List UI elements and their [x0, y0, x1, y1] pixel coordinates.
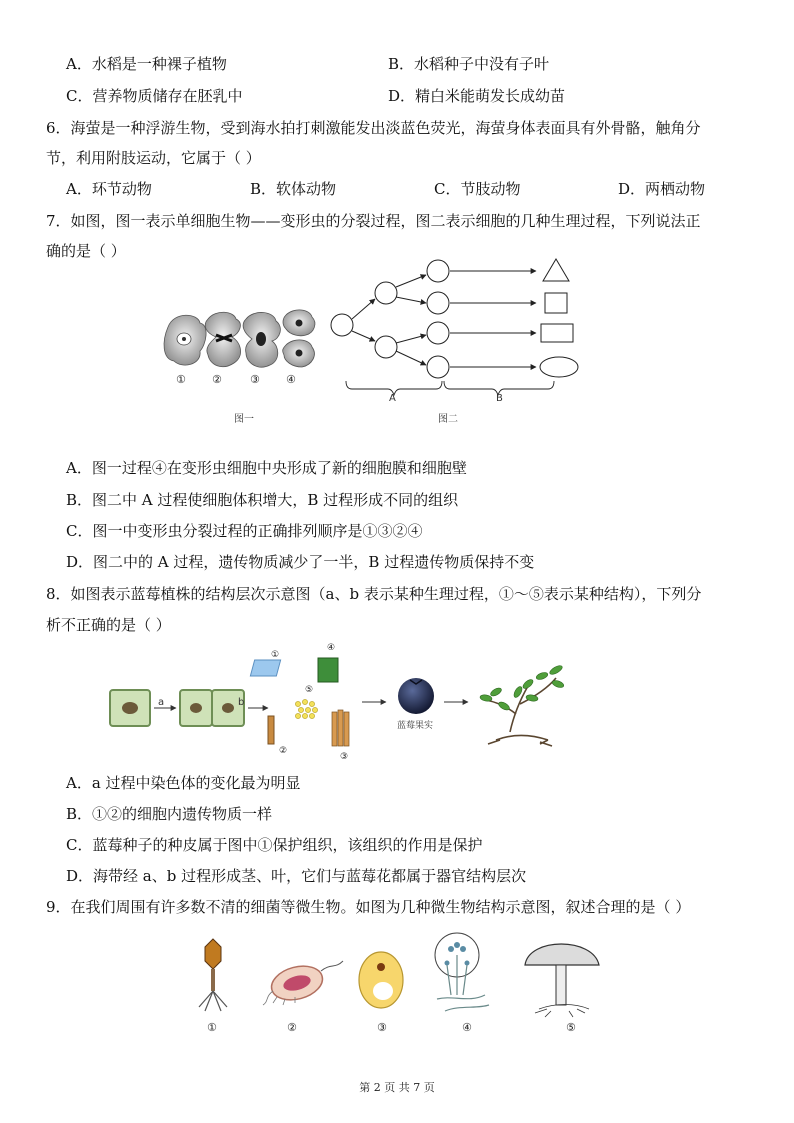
q9-label-1: ① [207, 1021, 217, 1034]
q8-option-d: D．海带经 a、b 过程形成茎、叶，它们与蓝莓花都属于器官结构层次 [66, 867, 527, 885]
q8-label-3: ③ [340, 752, 349, 762]
q8-label-5: ⑤ [305, 685, 314, 695]
q6-option-d: D．两栖动物 [618, 180, 706, 198]
q8-option-b: B．①②的细胞内遗传物质一样 [66, 805, 273, 823]
fig1-label-3: ③ [250, 373, 260, 386]
page-footer: 第 2 页 共 7 页 [359, 1081, 435, 1094]
q5-option-b: B．水稻种子中没有子叶 [388, 55, 550, 73]
mushroom-illustration [525, 944, 599, 1017]
q9-label-2: ② [287, 1021, 297, 1034]
q7-option-b: B．图二中 A 过程使细胞体积增大，B 过程形成不同的组织 [66, 491, 459, 509]
q8-stem-line1: 8．如图表示蓝莓植株的结构层次示意图（a、b 表示某种生理过程，①～⑤表示某种结构），下列分 [46, 585, 702, 603]
q7-stem-line2: 确的是（ ） [46, 242, 126, 260]
amoeba-stage-3 [243, 312, 280, 367]
amoeba-stage-4 [283, 310, 315, 367]
amoeba-division-figure [160, 305, 330, 425]
q7-option-c: C．图一中变形虫分裂过程的正确排列顺序是①③②④ [66, 522, 423, 540]
q8-option-c: C．蓝莓种子的种皮属于图中①保护组织，该组织的作用是保护 [66, 836, 483, 854]
q9-stem: 9．在我们周围有许多数不清的细菌等微生物。如图为几种微生物结构示意图，叙述合理的是（ ） [46, 898, 691, 916]
q8-fruit-label: 蓝莓果实 [397, 721, 434, 731]
q6-stem-line2: 节，利用附肢运动，它属于（ ） [46, 149, 261, 167]
q6-option-b: B．软体动物 [250, 180, 337, 198]
q8-arrow-b-label: b [238, 697, 245, 708]
cell-process-figure [326, 255, 596, 415]
q5-option-c: C．营养物质储存在胚乳中 [66, 87, 243, 105]
fig1-label-2: ② [212, 373, 222, 386]
q9-label-4: ④ [462, 1021, 472, 1034]
fig1-label-4: ④ [286, 373, 296, 386]
q6-option-a: A．环节动物 [66, 180, 152, 198]
fig1-caption: 图一 [234, 414, 254, 425]
mould-illustration [435, 933, 489, 1011]
q7-option-a: A．图一过程④在变形虫细胞中央形成了新的细胞膜和细胞壁 [66, 459, 467, 477]
microorganisms-figure [185, 925, 615, 1030]
q7-option-d: D．图二中的 A 过程，遗传物质减少了一半，B 过程遗传物质保持不变 [66, 553, 535, 571]
q6-stem-line1: 6．海萤是一种浮游生物，受到海水拍打刺激能发出淡蓝色荧光，海萤身体表面具有外骨骼，触角分 [46, 119, 701, 137]
q8-stem-line2: 析不正确的是（ ） [46, 616, 171, 634]
fig2-caption: 图二 [438, 414, 458, 425]
bacteriophage-illustration [199, 939, 227, 1011]
q9-label-5: ⑤ [566, 1021, 576, 1034]
q7-stem-line1: 7．如图，图一表示单细胞生物——变形虫的分裂过程，图二表示细胞的几种生理过程，下列说法正 [46, 212, 701, 230]
bacterium-illustration [263, 961, 343, 1005]
blueberry-structure-figure [100, 640, 580, 770]
fig2-label-a: A [389, 393, 396, 404]
fig2-label-b: B [496, 393, 503, 404]
q8-label-1: ① [271, 650, 280, 660]
fig1-label-1: ① [176, 373, 186, 386]
q8-label-2: ② [279, 746, 288, 756]
q8-label-4: ④ [327, 643, 336, 653]
q5-option-a: A．水稻是一种裸子植物 [66, 55, 227, 73]
amoeba-stage-2 [205, 312, 240, 366]
amoeba-stage-1 [164, 315, 206, 365]
q8-arrow-a-label: a [158, 697, 165, 708]
q5-option-d: D．精白米能萌发长成幼苗 [388, 87, 566, 105]
yeast-illustration [359, 952, 403, 1008]
q8-option-a: A．a 过程中染色体的变化最为明显 [66, 774, 301, 792]
q6-option-c: C．节肢动物 [434, 180, 521, 198]
q9-label-3: ③ [377, 1021, 387, 1034]
